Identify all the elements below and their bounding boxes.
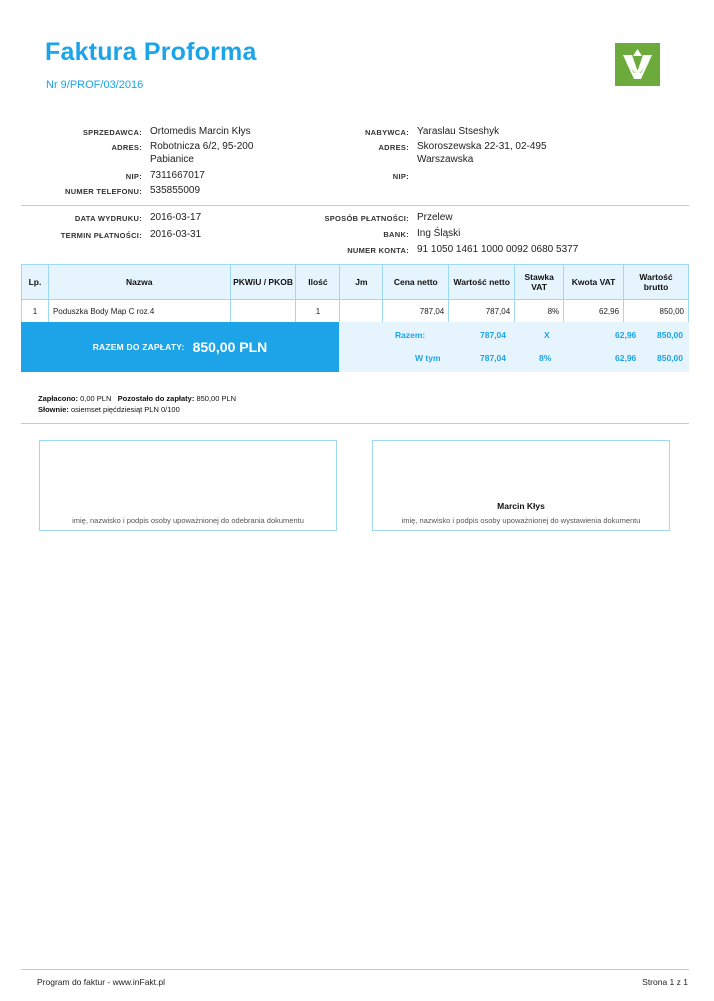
page-number: Strona 1 z 1 bbox=[642, 977, 688, 987]
col-qty: Ilość bbox=[296, 265, 340, 300]
totals-wtym-row bbox=[339, 353, 689, 367]
col-vat-amount: Kwota VAT bbox=[564, 265, 624, 300]
due-date-label: TERMIN PŁATNOŚCI: bbox=[60, 231, 142, 240]
print-date: 2016-03-17 bbox=[150, 212, 202, 223]
amount-due-label: RAZEM DO ZAPŁATY: bbox=[92, 342, 185, 352]
payment-status bbox=[38, 393, 236, 415]
words-line bbox=[38, 404, 236, 415]
due-date: 2016-03-31 bbox=[150, 229, 202, 240]
bank-name: Ing Śląski bbox=[417, 228, 461, 239]
issuer-caption: imię, nazwisko i podpis osoby upoważnionej do wystawienia dokumentu bbox=[401, 516, 641, 525]
col-unit: Jm bbox=[340, 265, 383, 300]
razem-stawka: X bbox=[544, 330, 550, 340]
paid-line bbox=[38, 393, 236, 404]
bank-row bbox=[300, 227, 460, 241]
wtym-netto: 787,04 bbox=[480, 353, 506, 363]
cell-qty: 1 bbox=[296, 300, 340, 323]
wtym-label: W tym bbox=[415, 353, 441, 363]
seller-address-row bbox=[21, 140, 253, 166]
print-date-row bbox=[21, 211, 201, 225]
seller-phone: 535855009 bbox=[150, 185, 201, 196]
items-table bbox=[21, 264, 689, 323]
col-vat-rate: Stawka VAT bbox=[515, 265, 564, 300]
bank-label: BANK: bbox=[383, 230, 409, 239]
footer-program-link[interactable]: Program do faktur - www.inFakt.pl bbox=[37, 977, 166, 987]
wtym-vat: 62,96 bbox=[615, 353, 637, 363]
table-row bbox=[22, 300, 689, 323]
col-net-value: Wartość netto bbox=[449, 265, 515, 300]
buyer-address-line1: Skoroszewska 22-31, 02-495 bbox=[417, 141, 547, 152]
cell-net-price: 787,04 bbox=[383, 300, 449, 323]
receiver-caption: imię, nazwisko i podpis osoby upoważnionej do odebrania dokumentu bbox=[72, 516, 304, 525]
wtym-stawka: 8% bbox=[539, 353, 552, 363]
col-name: Nazwa bbox=[48, 265, 230, 300]
totals-razem-row bbox=[339, 330, 689, 344]
account-label: NUMER KONTA: bbox=[347, 246, 409, 255]
cell-gross-value: 850,00 bbox=[624, 300, 689, 323]
col-net-price: Cena netto bbox=[383, 265, 449, 300]
seller-label: SPRZEDAWCA: bbox=[82, 128, 142, 137]
seller-phone-label: NUMER TELEFONU: bbox=[65, 187, 142, 196]
divider bbox=[21, 423, 689, 424]
paid-label: Zapłacono: bbox=[38, 394, 79, 403]
amount-due-box bbox=[21, 322, 339, 372]
razem-vat: 62,96 bbox=[615, 330, 637, 340]
buyer-name-row bbox=[300, 125, 499, 139]
table-header-row bbox=[22, 265, 689, 300]
paid-value: 0,00 PLN bbox=[80, 394, 112, 403]
amount-due-value: 850,00 PLN bbox=[192, 339, 268, 355]
remaining-label: Pozostało do zapłaty: bbox=[117, 394, 195, 403]
seller-address-line1: Robotnicza 6/2, 95-200 bbox=[150, 141, 254, 152]
remaining-value: 850,00 PLN bbox=[196, 394, 237, 403]
seller-nip-label: NIP: bbox=[125, 172, 142, 181]
seller-name: Ortomedis Marcin Kłys bbox=[150, 126, 251, 137]
buyer-address-row bbox=[300, 140, 547, 166]
seller-nip: 7311667017 bbox=[150, 170, 205, 181]
buyer-address-label: ADRES: bbox=[378, 143, 409, 152]
due-date-row bbox=[21, 228, 201, 242]
col-lp: Lp. bbox=[22, 265, 49, 300]
payment-method: Przelew bbox=[417, 212, 453, 223]
buyer-label: NABYWCA: bbox=[364, 128, 409, 137]
seller-name-row bbox=[21, 125, 251, 139]
cell-vat-rate: 8% bbox=[515, 300, 564, 323]
document-number: Nr 9/PROF/03/2016 bbox=[46, 79, 144, 91]
cell-name: Poduszka Body Map C roz.4 bbox=[48, 300, 230, 323]
buyer-nip-row bbox=[300, 169, 417, 183]
issuer-signature-box bbox=[372, 440, 670, 531]
receiver-signature-box bbox=[39, 440, 337, 531]
summary-area bbox=[21, 322, 689, 372]
cell-unit bbox=[340, 300, 383, 323]
footer-divider bbox=[21, 969, 689, 970]
buyer-name: Yaraslau Stseshyk bbox=[417, 126, 500, 137]
print-date-label: DATA WYDRUKU: bbox=[74, 214, 142, 223]
razem-label: Razem: bbox=[395, 330, 426, 340]
payment-method-label: SPOSÓB PŁATNOŚCI: bbox=[324, 214, 409, 223]
company-logo bbox=[615, 43, 660, 86]
payment-method-row bbox=[300, 211, 453, 225]
cell-pkwiu bbox=[230, 300, 296, 323]
seller-phone-row bbox=[21, 184, 200, 198]
cell-vat-amount: 62,96 bbox=[564, 300, 624, 323]
cell-net-value: 787,04 bbox=[449, 300, 515, 323]
buyer-address-line2: Warszawska bbox=[417, 154, 474, 165]
col-gross-value: Wartość brutto bbox=[624, 265, 689, 300]
razem-brutto: 850,00 bbox=[657, 330, 683, 340]
account-number: 91 1050 1461 1000 0092 0680 5377 bbox=[417, 244, 579, 255]
buyer-address bbox=[417, 140, 547, 166]
words-label: Słownie: bbox=[38, 405, 69, 414]
seller-address-label: ADRES: bbox=[111, 143, 142, 152]
seller-address bbox=[150, 140, 253, 166]
cell-lp: 1 bbox=[22, 300, 49, 323]
seller-address-line2: Pabianice bbox=[150, 154, 194, 165]
document-title: Faktura Proforma bbox=[45, 38, 257, 66]
totals-box bbox=[339, 322, 689, 372]
wtym-brutto: 850,00 bbox=[657, 353, 683, 363]
col-pkwiu: PKWiU / PKOB bbox=[230, 265, 296, 300]
divider bbox=[21, 205, 689, 206]
account-row bbox=[300, 243, 578, 257]
issuer-name: Marcin Kłys bbox=[497, 501, 545, 511]
words-value: osiemset pięćdziesiąt PLN 0/100 bbox=[70, 405, 180, 414]
seller-nip-row bbox=[21, 169, 205, 183]
buyer-nip-label: NIP: bbox=[392, 172, 409, 181]
razem-netto: 787,04 bbox=[480, 330, 506, 340]
infakt-logo-icon bbox=[615, 43, 660, 86]
